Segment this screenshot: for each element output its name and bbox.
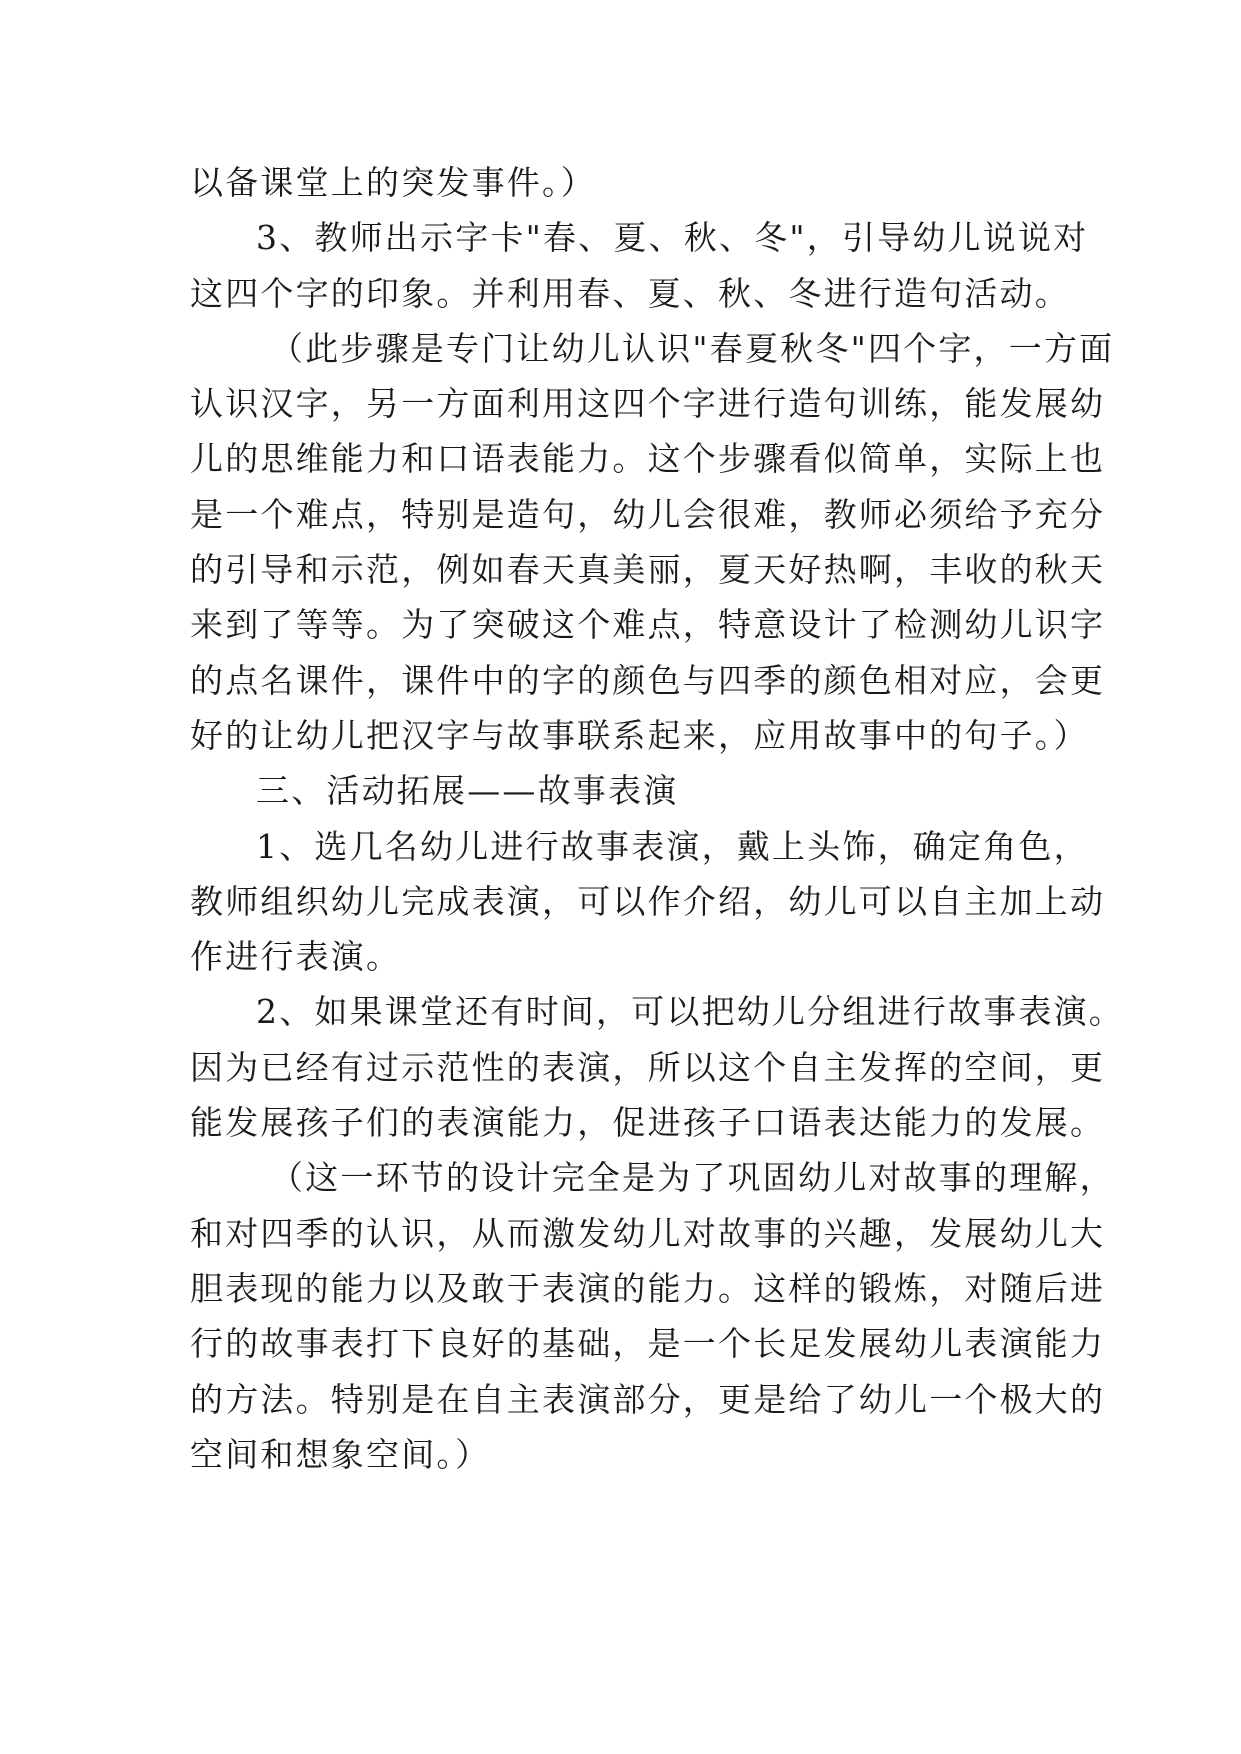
- text-line: 是一个难点，特别是造句，幼儿会很难，教师必须给予充分: [190, 494, 1106, 534]
- text-line: 的方法。特别是在自主表演部分，更是给了幼儿一个极大的: [190, 1379, 1106, 1419]
- text-line: 1、选几名幼儿进行故事表演，戴上头饰，确定角色，: [256, 826, 1089, 866]
- text-line: 这四个字的印象。并利用春、夏、秋、冬进行造句活动。: [190, 273, 1070, 313]
- text-line: 好的让幼儿把汉字与故事联系起来，应用故事中的句子。）: [190, 715, 1089, 755]
- text-line: 因为已经有过示范性的表演，所以这个自主发挥的空间，更: [190, 1047, 1106, 1087]
- document-body: [190, 155, 1124, 1482]
- text-line: 的点名课件，课件中的字的颜色与四季的颜色相对应，会更: [190, 660, 1106, 700]
- text-line: 作进行表演。: [190, 937, 402, 977]
- text-line: 以备课堂上的突发事件。）: [190, 163, 596, 202]
- text-line: 3、教师出示字卡"春、夏、秋、冬"，引导幼儿说说对: [256, 218, 1089, 258]
- text-line: 胆表现的能力以及敢于表演的能力。这样的锻炼，对随后进: [190, 1268, 1106, 1308]
- text-line: 儿的思维能力和口语表能力。这个步骤看似简单，实际上也: [190, 439, 1106, 479]
- text-line: 和对四季的认识，从而激发幼儿对故事的兴趣，发展幼儿大: [190, 1213, 1106, 1253]
- text-line: 教师组织幼儿完成表演，可以作介绍，幼儿可以自主加上动: [190, 881, 1106, 921]
- text-line: 能发展孩子们的表演能力，促进孩子口语表达能力的发展。: [190, 1103, 1106, 1143]
- text-line: 的引导和示范，例如春天真美丽，夏天好热啊，丰收的秋天: [190, 550, 1106, 590]
- text-line: 来到了等等。为了突破这个难点，特意设计了检测幼儿识字: [190, 605, 1106, 645]
- text-line: 三、活动拓展——故事表演: [256, 771, 679, 811]
- text-line: 认识汉字，另一方面利用这四个字进行造句训练，能发展幼: [190, 384, 1106, 424]
- text-line: （这一环节的设计完全是为了巩固幼儿对故事的理解，: [270, 1158, 1115, 1198]
- text-line: 行的故事表打下良好的基础，是一个长足发展幼儿表演能力: [190, 1324, 1106, 1364]
- text-line: 空间和想象空间。）: [190, 1434, 491, 1474]
- text-line: 2、如果课堂还有时间，可以把幼儿分组进行故事表演。: [256, 992, 1124, 1032]
- text-line: （此步骤是专门让幼儿认识"春夏秋冬"四个字，一方面: [270, 328, 1115, 368]
